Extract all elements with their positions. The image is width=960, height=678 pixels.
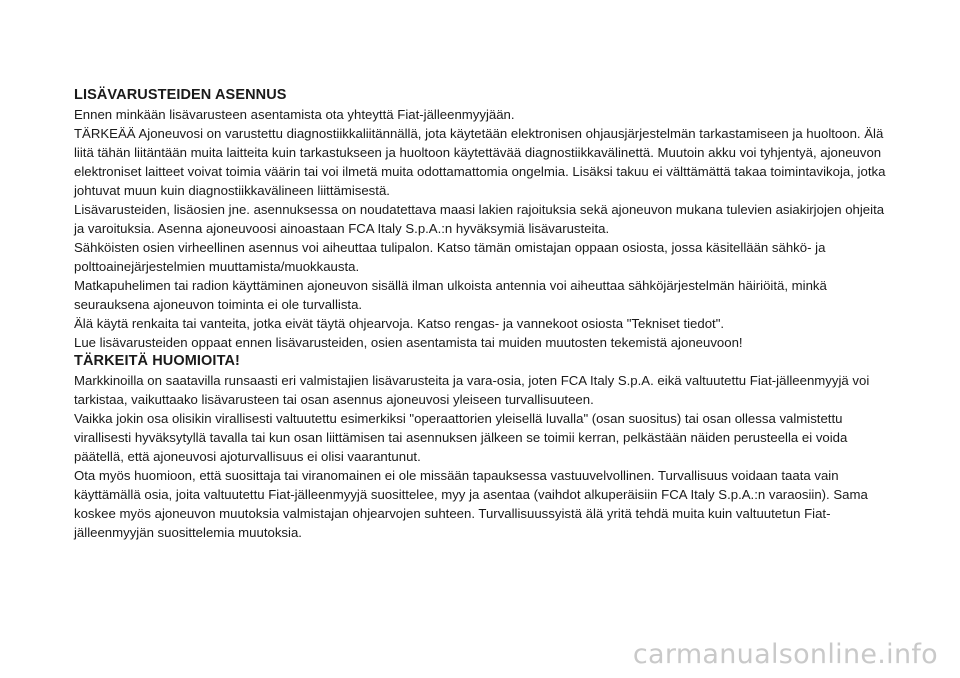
paragraph-important-diagnostics: TÄRKEÄÄ Ajoneuvosi on varustettu diagnostiikkaliitännällä, jota käytetään elektronisen ohjausjärjestelmän tarkastamiseen ja huoltoon. Älä liitä tähän liitäntään muita laitteita kuin tarkastukseen ja huoltoon käytettävää diagnostiikkavälinettä. Muutoin akku voi tyhjentyä, ajoneuvon elektroniset laitteet voivat toimia väärin tai voi ilmetä muita odottamattomia ongelmia. Lisäksi takuu ei välttämättä takaa toimintavikoja, jotka johtuvat muun kuin diagnostiikkavälineen liittämisestä. [74, 126, 886, 198]
paragraph: Matkapuhelimen tai radion käyttäminen ajoneuvon sisällä ilman ulkoista antennia voi aiheuttaa sähköjärjestelmän häiriöitä, minkä seurauksena ajoneuvon toiminta ei ole turvallista. [74, 278, 827, 312]
section-heading-important-notes: TÄRKEITÄ HUOMIOITA! [74, 353, 240, 369]
paragraph: Sähköisten osien virheellinen asennus voi aiheuttaa tulipalon. Katso tämän omistajan oppaan osiosta, jossa käsitellään sähkö- ja polttoainejärjestelmien muuttamista/muokkausta. [74, 240, 826, 274]
document-page [74, 86, 894, 542]
paragraph: Ota myös huomioon, että suosittaja tai viranomainen ei ole missään tapauksessa vastuuvelvollinen. Turvallisuus voidaan taata vain käyttämällä osia, joita valtuutettu Fiat-jälleenmyyjä suosittelee, myy ja asentaa (vaihdot alkuperäisiin FCA Italy S.p.A.:n varaosiin). Sama koskee myös ajoneuvon muutoksia valmistajan ohjearvojen suhteen. Turvallisuussyistä älä yritä tehdä muita kuin valtuutetun Fiat-jälleenmyyjän suosittelemia muutoksia. [74, 468, 868, 540]
section-heading-accessory-installation: LISÄVARUSTEIDEN ASENNUS [74, 87, 287, 103]
paragraph: Lue lisävarusteiden oppaat ennen lisävarusteiden, osien asentamista tai muiden muutosten tekemistä ajoneuvoon! [74, 335, 743, 350]
paragraph: Lisävarusteiden, lisäosien jne. asennuksessa on noudatettava maasi lakien rajoituksia sekä ajoneuvon mukana tulevien asiakirjojen ohjeita ja varoituksia. Asenna ajoneuvoosi ainoastaan FCA Italy S.p.A.:n hyväksymiä lisävarusteita. [74, 202, 885, 236]
watermark: carmanualsonline.info [632, 639, 938, 670]
paragraph: Markkinoilla on saatavilla runsaasti eri valmistajien lisävarusteita ja vara-osia, joten FCA Italy S.p.A. eikä valtuutettu Fiat-jälleenmyyjä voi tarkistaa, vaikuttaako lisävarusteen tai osan asennus ajoneuvosi yleiseen turvallisuuteen. [74, 373, 870, 407]
paragraph: Ennen minkään lisävarusteen asentamista ota yhteyttä Fiat-jälleenmyyjään. [74, 107, 515, 122]
paragraph: Vaikka jokin osa olisikin virallisesti valtuutettu esimerkiksi "operaattorien yleisellä luvalla" (osan suositus) tai osan ollessa valmistettu virallisesti hyväksytyllä tavalla tai kun osan liittämisen tai asennuksen jälkeen se toimii kerran, pelkästään näiden perusteella ei voida päätellä, että ajoneuvosi ajoturvallisuus ei olisi vaarantunut. [74, 411, 848, 464]
paragraph: Älä käytä renkaita tai vanteita, jotka eivät täytä ohjearvoja. Katso rengas- ja vannekoot osiosta "Tekniset tiedot". [74, 316, 725, 331]
